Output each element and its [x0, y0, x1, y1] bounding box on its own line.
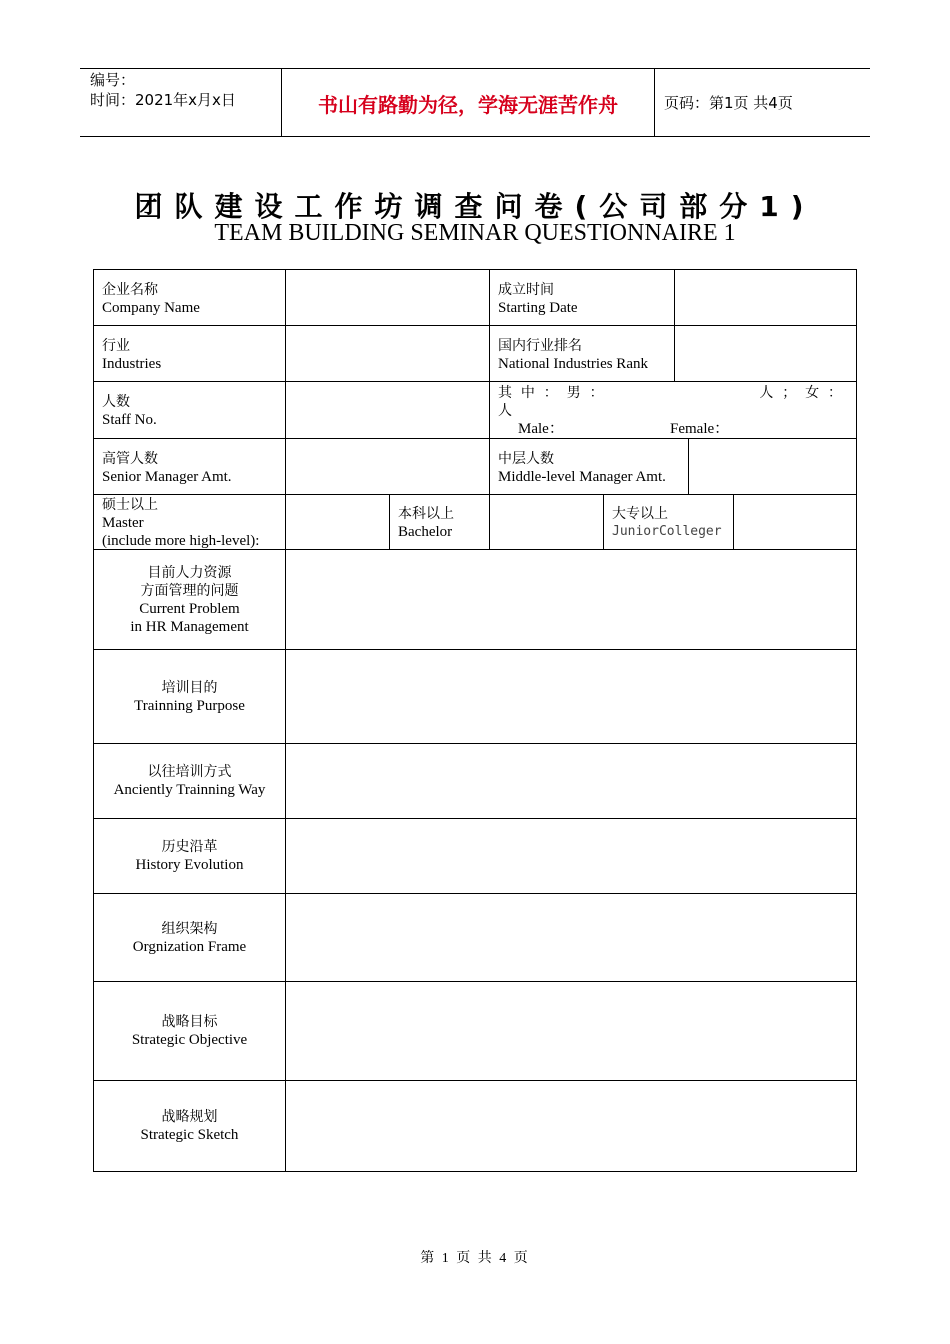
time-label: 时间：2021年x月x日 [90, 91, 236, 109]
page-title-cn: 团队建设工作坊调查问卷(公司部分1) [134, 190, 816, 223]
page-footer: 第 1 页 共 4 页 [420, 1251, 530, 1266]
training-way-field[interactable] [286, 744, 856, 818]
hr-problem-label: 目前人力资源 方面管理的问题 Current Problem in HR Management [130, 564, 249, 635]
strategic-objective-field[interactable] [286, 982, 856, 1080]
header-page-info: 页码：第1页 共4页 [664, 94, 793, 112]
middle-manager-label: 中层人数 Middle-level Manager Amt. [498, 451, 666, 485]
strategic-sketch-label: 战略规划 Strategic Sketch [140, 1109, 239, 1143]
training-purpose-field[interactable] [286, 650, 856, 743]
table-border-right [856, 269, 857, 1172]
gender-split-cn-2: 人 [498, 403, 512, 419]
gender-split[interactable] [490, 384, 856, 438]
staff-no-label: 人数 Staff No. [102, 394, 157, 428]
company-name-label: 企业名称 Company Name [102, 282, 200, 316]
header-bottom-rule [80, 136, 870, 137]
hr-problem-field[interactable] [286, 550, 856, 649]
strategic-objective-label: 战略目标 Strategic Objective [131, 1014, 248, 1048]
senior-manager-label: 高管人数 Senior Manager Amt. [102, 451, 232, 485]
header-top-rule [80, 68, 870, 69]
industries-field[interactable] [286, 326, 489, 381]
middle-manager-field[interactable] [689, 439, 856, 494]
national-rank-field[interactable] [675, 326, 856, 381]
junior-field[interactable] [734, 495, 856, 549]
master-label: 硕士以上 Master (include more high-level): [102, 497, 260, 549]
national-rank-label: 国内行业排名 National Industries Rank [498, 338, 648, 372]
page-title-en: TEAM BUILDING SEMINAR QUESTIONNAIRE 1 [214, 220, 736, 246]
master-field[interactable] [286, 495, 389, 549]
number-label: 编号： [90, 71, 136, 89]
company-name-field[interactable] [286, 270, 489, 325]
org-frame-field[interactable] [286, 894, 856, 981]
starting-date-field[interactable] [675, 270, 856, 325]
header-meta [90, 70, 236, 110]
junior-label: 大专以上 JuniorColleger [612, 506, 722, 539]
industries-label: 行业 Industries [102, 338, 162, 372]
header-motto: 书山有路勤为径，学海无涯苦作舟 [318, 92, 618, 117]
strategic-sketch-field[interactable] [286, 1081, 856, 1171]
history-label: 历史沿革 History Evolution [135, 839, 244, 873]
gender-split-cn: 其 中 ： 男 ： 人 ； 女 ： [498, 385, 843, 401]
female-label: Female： [670, 421, 730, 437]
training-way-label: 以往培训方式 Anciently Trainning Way [113, 764, 266, 798]
training-purpose-label: 培训目的 Trainning Purpose [134, 679, 245, 714]
male-label: Male： [518, 421, 564, 437]
senior-manager-field[interactable] [286, 439, 489, 494]
header-divider-2 [654, 68, 655, 136]
table-border-bottom [93, 1171, 857, 1172]
org-frame-label: 组织架构 Orgnization Frame [132, 920, 247, 955]
bachelor-label: 本科以上 Bachelor [398, 506, 454, 540]
starting-date-label: 成立时间 Starting Date [498, 282, 578, 316]
staff-no-field[interactable] [286, 382, 489, 438]
bachelor-field[interactable] [490, 495, 603, 549]
history-field[interactable] [286, 819, 856, 893]
